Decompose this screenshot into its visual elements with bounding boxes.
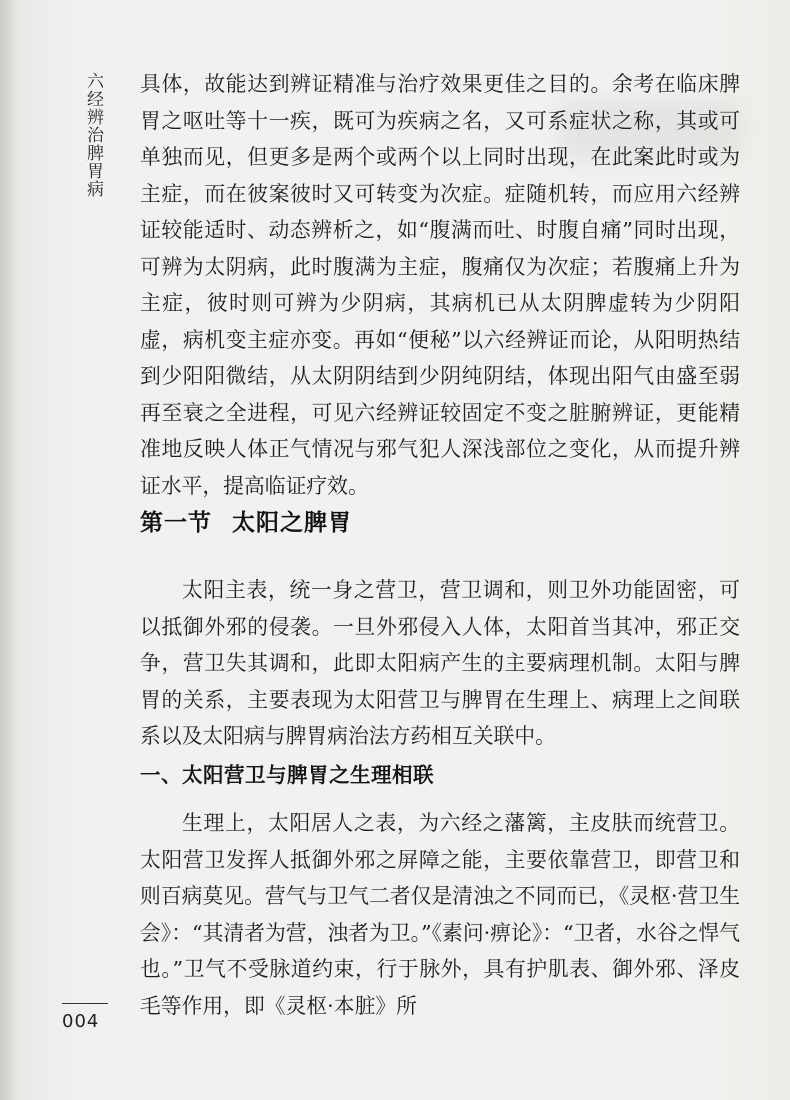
page-number: 004 (62, 1011, 100, 1032)
section-title: 太阳之脾胃 (232, 510, 352, 536)
section-heading (140, 504, 352, 537)
page-number-rule (62, 1003, 108, 1004)
section-number: 第一节 (140, 510, 212, 536)
paragraph-taiyang-overview: 太阳主表，统一身之营卫，营卫调和，则卫外功能固密，可以抵御外邪的侵袭。一旦外邪侵入人体，太阳首当其冲，邪正交争，营卫失其调和，此即太阳病产生的主要病理机制。太阳与脾胃的关系，主要表现为太阳营卫与脾胃在生理上、病理上之间联系以及太阳病与脾胃病治法方药相互关联中。 (140, 578, 740, 748)
subsection-heading: 一、太阳营卫与脾胃之生理相联 (140, 763, 434, 787)
paragraph-physiology: 生理上，太阳居人之表，为六经之藩篱，主皮肤而统营卫。太阳营卫发挥人抵御外邪之屏障之能，主要依靠营卫，即营卫和则百病莫见。营气与卫气二者仅是清浊之不同而已，《灵枢·营卫生会》：“其清者为营，浊者为卫。”《素问·痹论》：“卫者，水谷之悍气也。”卫气不受脉道约束，行于脉外，具有护肌表、御外邪、泽皮毛等作用，即《灵枢·本脏》所 (140, 811, 741, 1018)
running-title: 六经辨治脾胃病 (83, 72, 103, 198)
paragraph-intro-continued: 具体，故能达到辨证精准与治疗效果更佳之目的。余考在临床脾胃之呕吐等十一疾，既可为疾病之名，又可系症状之称，其或可单独而见，但更多是两个或两个以上同时出现，在此案此时或为主症，而在彼案彼时又可转变为次症。症随机转，而应用六经辨证较能适时、动态辨析之，如“腹满而吐、时腹自痛”同时出现，可辨为太阴病，此时腹满为主症，腹痛仅为次症；若腹痛上升为主症，彼时则可辨为少阴病，其病机已从太阴脾虚转为少阴阳虚，病机变主症亦变。再如“便秘”以六经辨证而论，从阳明热结到少阳阳微结，从太阴阴结到少阴纯阴结，体现出阳气由盛至弱再至衰之全进程，可见六经辨证较固定不变之脏腑辨证，更能精准地反映人体正气情况与邪气犯人深浅部位之变化，从而提升辨证水平，提高临证疗效。 (140, 72, 740, 498)
binding-shadow (0, 0, 18, 1100)
